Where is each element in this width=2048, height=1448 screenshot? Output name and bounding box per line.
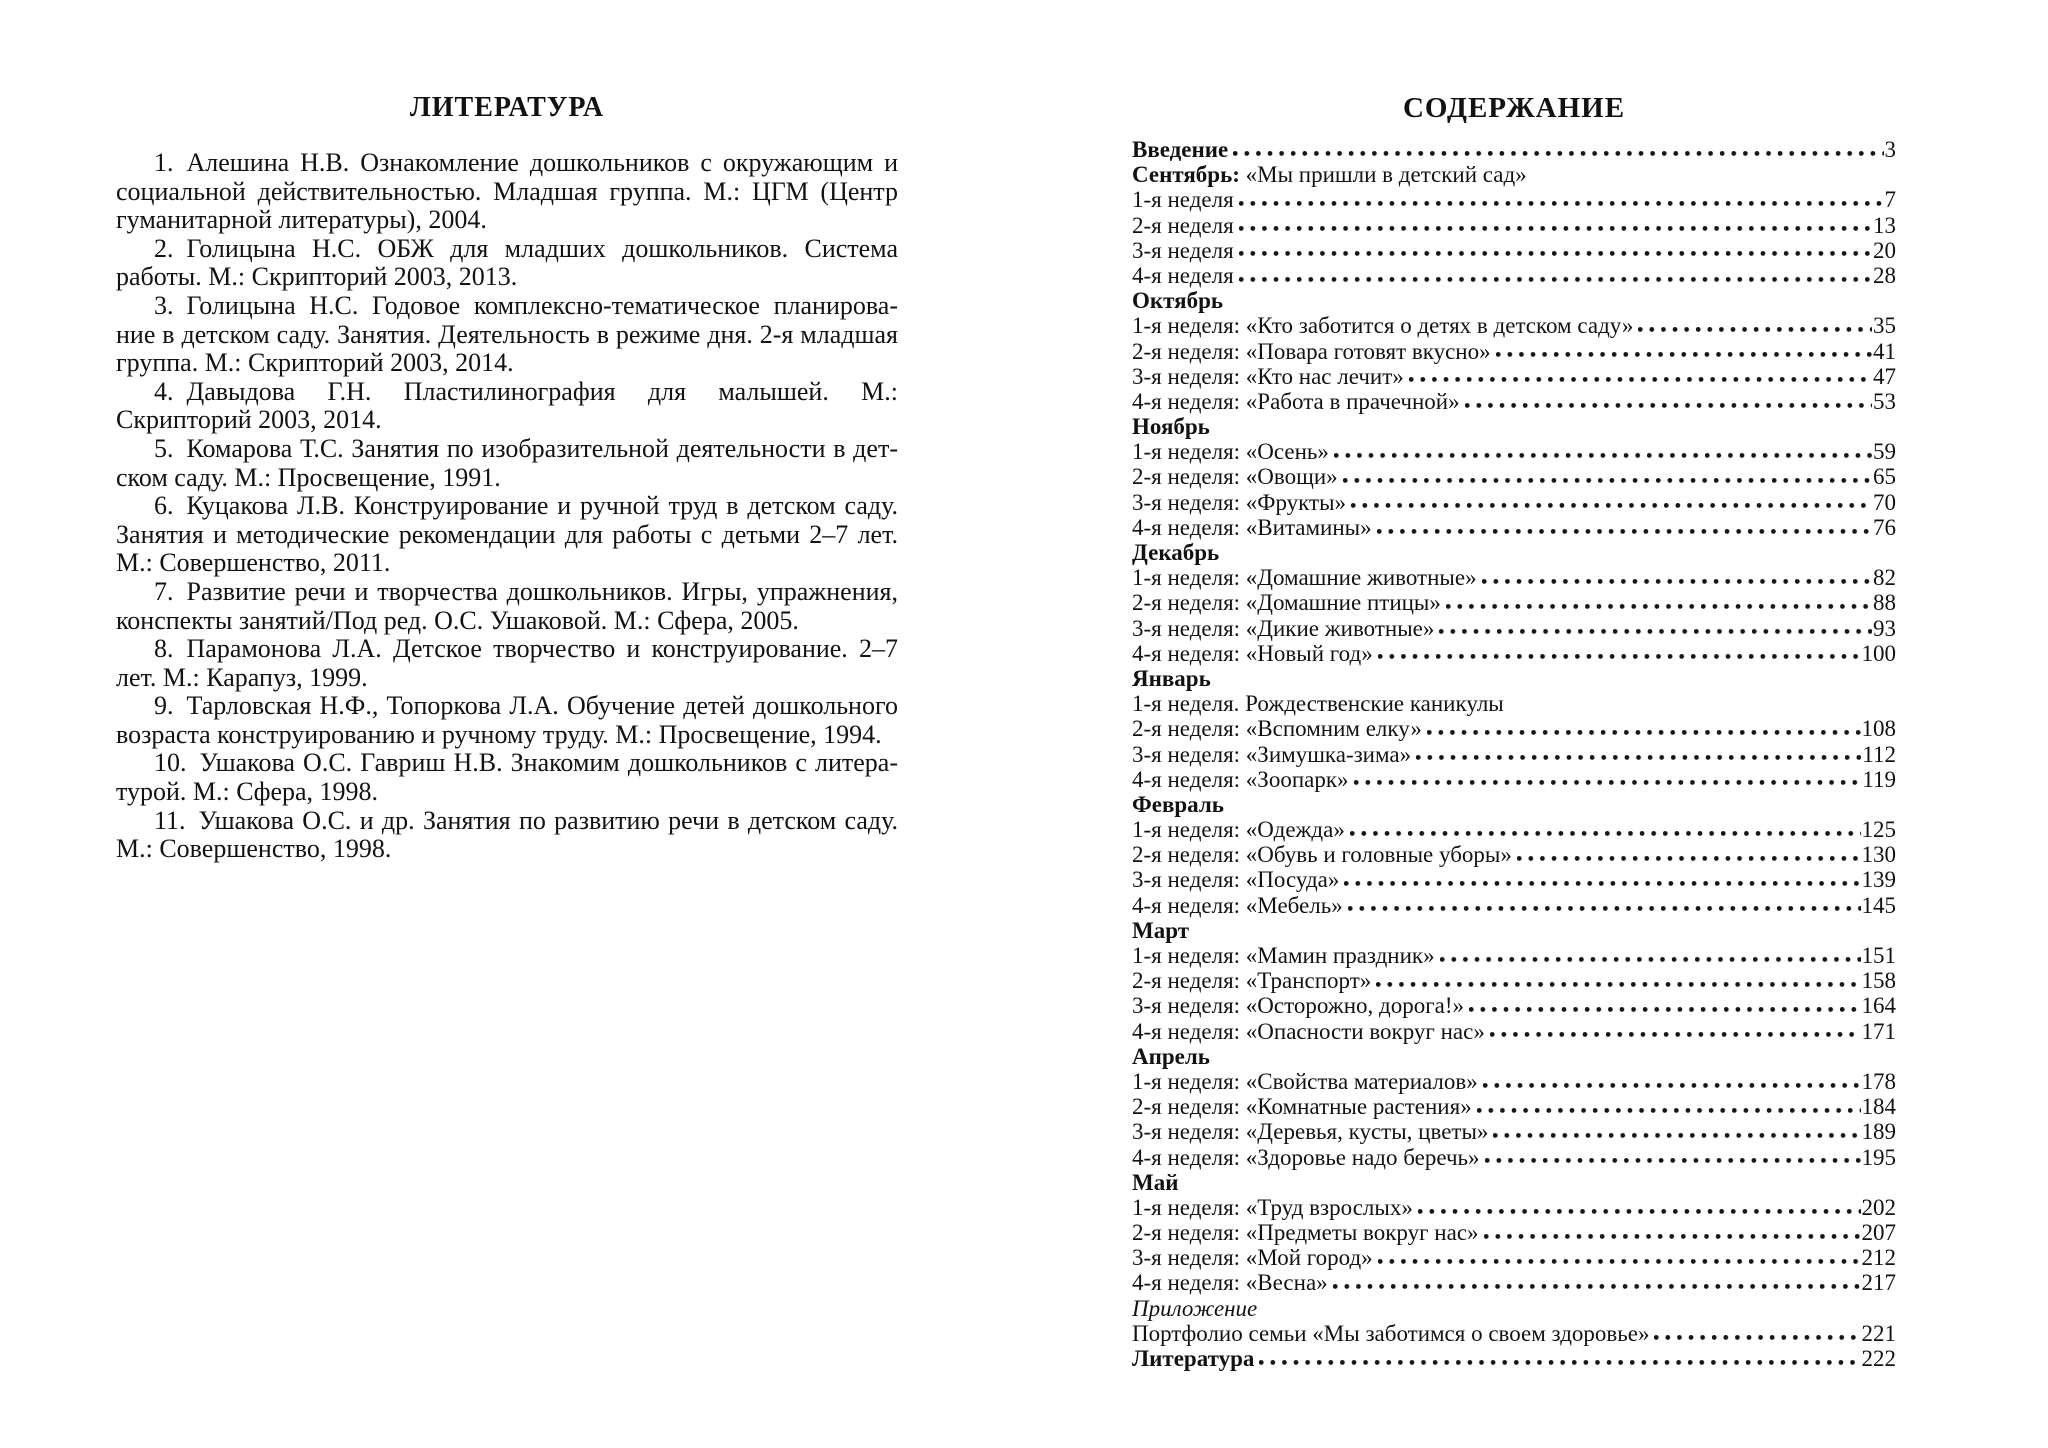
toc-entry bbox=[1132, 968, 1896, 993]
toc-page-number: 35 bbox=[1873, 313, 1896, 339]
bibliography-item: 1. Алешина Н.В. Ознакомление дошкольников с окружающим и социальной действительностью. Младшая группа. М.: ЦГМ (Центр гуманитарной литературы), 2004. bbox=[116, 148, 898, 235]
dot-leader bbox=[1485, 1158, 1861, 1163]
toc-entry-label: 2-я неделя: «Обувь и головные уборы» bbox=[1132, 842, 1512, 868]
toc-page-number: 139 bbox=[1861, 867, 1896, 893]
toc-entry bbox=[1132, 213, 1896, 238]
toc-entry bbox=[1132, 590, 1896, 615]
toc-entry-label: Введение bbox=[1132, 137, 1229, 162]
dot-leader bbox=[1378, 1259, 1861, 1264]
toc-page-number: 65 bbox=[1873, 464, 1896, 490]
toc-entry-label: 3-я неделя: «Посуда» bbox=[1132, 867, 1340, 893]
toc-entry-label: 1-я неделя: «Свойства материалов» bbox=[1132, 1068, 1478, 1094]
dot-leader bbox=[1482, 579, 1872, 584]
toc-section-heading bbox=[1132, 162, 1896, 187]
toc-entry-label: 3-я неделя: «Фрукты» bbox=[1132, 489, 1347, 515]
toc-page-number: 184 bbox=[1861, 1094, 1896, 1120]
toc-entry bbox=[1132, 993, 1896, 1018]
toc-page-number: 108 bbox=[1861, 716, 1896, 742]
toc-page-number: 195 bbox=[1861, 1144, 1896, 1170]
toc-list bbox=[1132, 137, 1896, 1371]
toc-page-number: 93 bbox=[1873, 615, 1896, 641]
dot-leader bbox=[1483, 1083, 1861, 1088]
toc-entry-label: 1-я неделя: «Мамин праздник» bbox=[1132, 943, 1435, 968]
dot-leader bbox=[1239, 277, 1872, 282]
dot-leader bbox=[1477, 1108, 1861, 1113]
toc-entry-label: Апрель bbox=[1132, 1043, 1210, 1069]
toc-page-number: 207 bbox=[1861, 1220, 1896, 1246]
dot-leader bbox=[1259, 1360, 1860, 1365]
toc-page-number: 145 bbox=[1861, 892, 1896, 918]
toc-entry bbox=[1132, 641, 1896, 666]
toc-page-number: 76 bbox=[1873, 514, 1896, 540]
toc-entry-label: 2-я неделя bbox=[1132, 212, 1234, 238]
bibliography-item: 8. Парамонова Л.А. Детское творчество и конструирование. 2–7 лет. М.: Карапуз, 1999. bbox=[116, 634, 898, 692]
toc-entry bbox=[1132, 389, 1896, 414]
bibliography-item: 10. Ушакова О.С. Гавриш Н.В. Знакомим дошкольников с литературой. М.: Сфера, 1998. bbox=[116, 748, 898, 807]
toc-entry-label: 2-я неделя: «Предметы вокруг нас» bbox=[1132, 1220, 1479, 1246]
toc-entry-label: Май bbox=[1132, 1169, 1179, 1195]
toc-page-number: 202 bbox=[1861, 1194, 1896, 1220]
toc-entry-label: Март bbox=[1132, 917, 1189, 943]
bibliography-item: 7. Развитие речи и творчества дошкольников. Игры, упражнения, конспекты занятий/Под ред. О.С. Ушаковой. М.: Сфера, 2005. bbox=[116, 576, 898, 635]
toc-page-number: 100 bbox=[1861, 640, 1896, 666]
dot-leader bbox=[1517, 856, 1861, 861]
toc-entry-label: «Мы пришли в детский сад» bbox=[1239, 162, 1527, 188]
toc-section-heading bbox=[1132, 792, 1896, 817]
toc-entry bbox=[1132, 1119, 1896, 1144]
bibliography-item: 9. Тарловская Н.Ф., Топоркова Л.А. Обучение детей дошкольного возраста конструированию и ручному труду. М.: Просвещение, 1994. bbox=[116, 691, 898, 749]
toc-entry bbox=[1132, 565, 1896, 590]
toc-entry-label: 4-я неделя: «Мебель» bbox=[1132, 892, 1343, 918]
toc-entry bbox=[1132, 313, 1896, 338]
toc-entry-label: 2-я неделя: «Транспорт» bbox=[1132, 968, 1372, 994]
bibliography-item: 6. Куцакова Л.В. Конструирование и ручной труд в детском саду. Занятия и методические рекомендации для работы с детьми 2–7 лет. М.: Совершенство, 2011. bbox=[116, 491, 898, 578]
toc-entry-label: 4-я неделя: «Опасности вокруг нас» bbox=[1132, 1018, 1485, 1044]
toc-entry bbox=[1132, 1019, 1896, 1044]
dot-leader bbox=[1440, 957, 1861, 962]
toc-page-number: 41 bbox=[1873, 338, 1896, 364]
dot-leader bbox=[1334, 453, 1872, 458]
toc-entry bbox=[1132, 1346, 1896, 1371]
dot-leader bbox=[1348, 906, 1861, 911]
toc-entry-label: 1-я неделя: «Домашние животные» bbox=[1132, 565, 1477, 591]
toc-entry-label: Портфолио семьи «Мы заботимся о своем здоровье» bbox=[1132, 1320, 1650, 1346]
toc-entry-label: 4-я неделя: «Новый год» bbox=[1132, 640, 1373, 666]
toc-entry bbox=[1132, 767, 1896, 792]
dot-leader bbox=[1465, 403, 1872, 408]
toc-entry bbox=[1132, 1094, 1896, 1119]
toc-entry-label: Литература bbox=[1132, 1346, 1255, 1371]
toc-entry-label: 1-я неделя: «Кто заботится о детях в детском саду» bbox=[1132, 313, 1634, 339]
toc-entry-label: 4-я неделя: «Зоопарк» bbox=[1132, 766, 1349, 792]
toc-page-number: 88 bbox=[1873, 590, 1896, 616]
toc-entry bbox=[1132, 1270, 1896, 1295]
dot-leader bbox=[1239, 226, 1872, 231]
toc-page-number: 151 bbox=[1861, 943, 1896, 968]
page-right-contents bbox=[1132, 92, 1896, 1371]
toc-page-number: 125 bbox=[1861, 817, 1896, 843]
toc-entry-label: 4-я неделя: «Здоровье надо беречь» bbox=[1132, 1144, 1480, 1170]
dot-leader bbox=[1427, 730, 1861, 735]
toc-page-number: 119 bbox=[1862, 766, 1896, 792]
dot-leader bbox=[1439, 629, 1872, 634]
dot-leader bbox=[1344, 881, 1860, 886]
toc-entry-label: 2-я неделя: «Комнатные растения» bbox=[1132, 1094, 1472, 1120]
dot-leader bbox=[1239, 201, 1884, 206]
toc-entry-label: Октябрь bbox=[1132, 288, 1224, 314]
toc-page-number: 112 bbox=[1862, 741, 1896, 767]
toc-entry bbox=[1132, 263, 1896, 288]
toc-entry-label: 4-я неделя: «Весна» bbox=[1132, 1270, 1328, 1296]
toc-page-number: 217 bbox=[1861, 1270, 1896, 1296]
toc-entry bbox=[1132, 1220, 1896, 1245]
toc-section-heading bbox=[1132, 414, 1896, 439]
dot-leader bbox=[1377, 529, 1872, 534]
toc-entry bbox=[1132, 490, 1896, 515]
toc-page-number: 164 bbox=[1861, 993, 1896, 1019]
toc-entry bbox=[1132, 137, 1896, 162]
dot-leader bbox=[1350, 831, 1861, 836]
dot-leader bbox=[1416, 755, 1861, 760]
toc-page-number: 3 bbox=[1884, 137, 1896, 162]
bibliography-item: 11. Ушакова О.С. и др. Занятия по развитию речи в детском саду. М.: Совершенство, 1998. bbox=[116, 805, 898, 864]
toc-entry-label: 1-я неделя: «Одежда» bbox=[1132, 817, 1345, 843]
toc-entry-label: 2-я неделя: «Повара готовят вкусно» bbox=[1132, 338, 1491, 364]
dot-leader bbox=[1239, 251, 1872, 256]
toc-entry bbox=[1132, 1245, 1896, 1270]
toc-entry-label: 2-я неделя: «Овощи» bbox=[1132, 464, 1338, 490]
toc-entry-label: 3-я неделя: «Зимушка-зима» bbox=[1132, 741, 1412, 767]
dot-leader bbox=[1354, 780, 1862, 785]
dot-leader bbox=[1333, 1284, 1861, 1289]
toc-page-number: 70 bbox=[1873, 489, 1896, 515]
toc-entry bbox=[1132, 867, 1896, 892]
dot-leader bbox=[1484, 1234, 1861, 1239]
toc-page-number: 221 bbox=[1861, 1320, 1896, 1346]
toc-entry-label: Февраль bbox=[1132, 791, 1224, 817]
right-page-title: СОДЕРЖАНИЕ bbox=[1402, 92, 1626, 124]
toc-entry bbox=[1132, 364, 1896, 389]
dot-leader bbox=[1376, 982, 1860, 987]
toc-section-heading bbox=[1132, 1170, 1896, 1195]
toc-page-number: 47 bbox=[1873, 363, 1896, 389]
toc-section-heading bbox=[1132, 1044, 1896, 1069]
dot-leader bbox=[1469, 1007, 1860, 1012]
toc-page-number: 222 bbox=[1861, 1346, 1896, 1371]
toc-entry-label: 1-я неделя bbox=[1132, 187, 1234, 213]
toc-entry-label: 3-я неделя: «Деревья, кусты, цветы» bbox=[1132, 1119, 1489, 1145]
toc-page-number: 28 bbox=[1873, 262, 1896, 288]
toc-page-number: 189 bbox=[1861, 1119, 1896, 1145]
toc-page-number: 130 bbox=[1861, 842, 1896, 868]
toc-entry bbox=[1132, 1195, 1896, 1220]
bibliography-item: 3. Голицына Н.С. Годовое комплексно-тематическое планирование в детском саду. Занятия. Деятельность в режиме дня. 2-я младшая группа. М.: Скрипторий 2003, 2014. bbox=[116, 290, 898, 378]
dot-leader bbox=[1351, 503, 1872, 508]
toc-page-number: 13 bbox=[1873, 212, 1896, 238]
toc-entry-label: 1-я неделя: «Труд взрослых» bbox=[1132, 1194, 1413, 1220]
toc-entry-label: 4-я неделя: «Работа в прачечной» bbox=[1132, 388, 1460, 414]
dot-leader bbox=[1490, 1032, 1861, 1037]
toc-entry-label: 1-я неделя. Рождественские каникулы bbox=[1132, 691, 1504, 717]
toc-entry-label: 3-я неделя: «Кто нас лечит» bbox=[1132, 363, 1404, 389]
dot-leader bbox=[1343, 478, 1872, 483]
dot-leader bbox=[1496, 352, 1872, 357]
dot-leader bbox=[1378, 654, 1861, 659]
toc-entry bbox=[1132, 238, 1896, 263]
toc-entry-label: 3-я неделя: «Дикие животные» bbox=[1132, 615, 1435, 641]
toc-section-heading bbox=[1132, 666, 1896, 691]
toc-entry-label: 1-я неделя: «Осень» bbox=[1132, 439, 1329, 465]
toc-entry bbox=[1132, 943, 1896, 968]
toc-entry-label: 3-я неделя: «Мой город» bbox=[1132, 1245, 1373, 1271]
toc-section-heading bbox=[1132, 1296, 1896, 1321]
bibliography-list bbox=[116, 149, 898, 864]
toc-entry-label: Декабрь bbox=[1132, 540, 1220, 565]
toc-entry bbox=[1132, 1069, 1896, 1094]
toc-entry-label: 4-я неделя bbox=[1132, 262, 1234, 288]
toc-page-number: 158 bbox=[1861, 968, 1896, 994]
toc-entry bbox=[1132, 439, 1896, 464]
left-page-title: ЛИТЕРАТУРА bbox=[409, 92, 605, 123]
toc-entry bbox=[1132, 1321, 1896, 1346]
toc-page-number: 7 bbox=[1884, 187, 1896, 213]
toc-entry-label: 2-я неделя: «Вспомним елку» bbox=[1132, 716, 1422, 742]
dot-leader bbox=[1446, 604, 1872, 609]
toc-page-number: 171 bbox=[1861, 1018, 1896, 1044]
toc-entry-label: Январь bbox=[1132, 665, 1211, 691]
toc-entry-label: 3-я неделя bbox=[1132, 237, 1234, 263]
toc-section-heading bbox=[1132, 540, 1896, 565]
toc-page-number: 53 bbox=[1873, 388, 1896, 414]
bibliography-item: 2. Голицына Н.С. ОБЖ для младших дошкольников. Система работы. М.: Скрипторий 2003, 2013. bbox=[116, 233, 898, 292]
toc-entry bbox=[1132, 817, 1896, 842]
toc-entry bbox=[1132, 515, 1896, 540]
dot-leader bbox=[1638, 327, 1872, 332]
toc-entry-label: 4-я неделя: «Витамины» bbox=[1132, 514, 1372, 540]
toc-entry bbox=[1132, 742, 1896, 767]
dot-leader bbox=[1233, 151, 1883, 156]
page-left-bibliography bbox=[116, 92, 898, 864]
toc-entry-label: 2-я неделя: «Домашние птицы» bbox=[1132, 590, 1441, 616]
toc-entry bbox=[1132, 616, 1896, 641]
toc-entry bbox=[1132, 716, 1896, 741]
toc-page-number: 212 bbox=[1861, 1245, 1896, 1271]
dot-leader bbox=[1409, 377, 1872, 382]
toc-entry-label: Приложение bbox=[1132, 1295, 1258, 1321]
toc-page-number: 59 bbox=[1873, 439, 1896, 465]
toc-section-heading bbox=[1132, 288, 1896, 313]
toc-entry-label: Сентябрь: bbox=[1132, 162, 1240, 188]
toc-entry bbox=[1132, 187, 1896, 212]
toc-page-number: 178 bbox=[1861, 1068, 1896, 1094]
toc-entry-label: Ноябрь bbox=[1132, 414, 1210, 440]
toc-section-heading bbox=[1132, 918, 1896, 943]
toc-entry bbox=[1132, 893, 1896, 918]
bibliography-item: 5. Комарова Т.С. Занятия по изобразительной деятельности в детском саду. М.: Просвещение, 1991. bbox=[116, 433, 898, 492]
toc-entry bbox=[1132, 339, 1896, 364]
dot-leader bbox=[1654, 1335, 1860, 1340]
toc-entry bbox=[1132, 842, 1896, 867]
dot-leader bbox=[1493, 1133, 1860, 1138]
dot-leader bbox=[1418, 1209, 1861, 1214]
bibliography-item: 4. Давыдова Г.Н. Пластилинография для малышей. М.: Скрипторий 2003, 2014. bbox=[116, 376, 898, 435]
toc-section-heading bbox=[1132, 691, 1896, 716]
toc-page-number: 82 bbox=[1873, 565, 1896, 591]
toc-entry bbox=[1132, 464, 1896, 489]
toc-page-number: 20 bbox=[1873, 237, 1896, 263]
toc-entry bbox=[1132, 1145, 1896, 1170]
toc-entry-label: 3-я неделя: «Осторожно, дорога!» bbox=[1132, 993, 1465, 1019]
